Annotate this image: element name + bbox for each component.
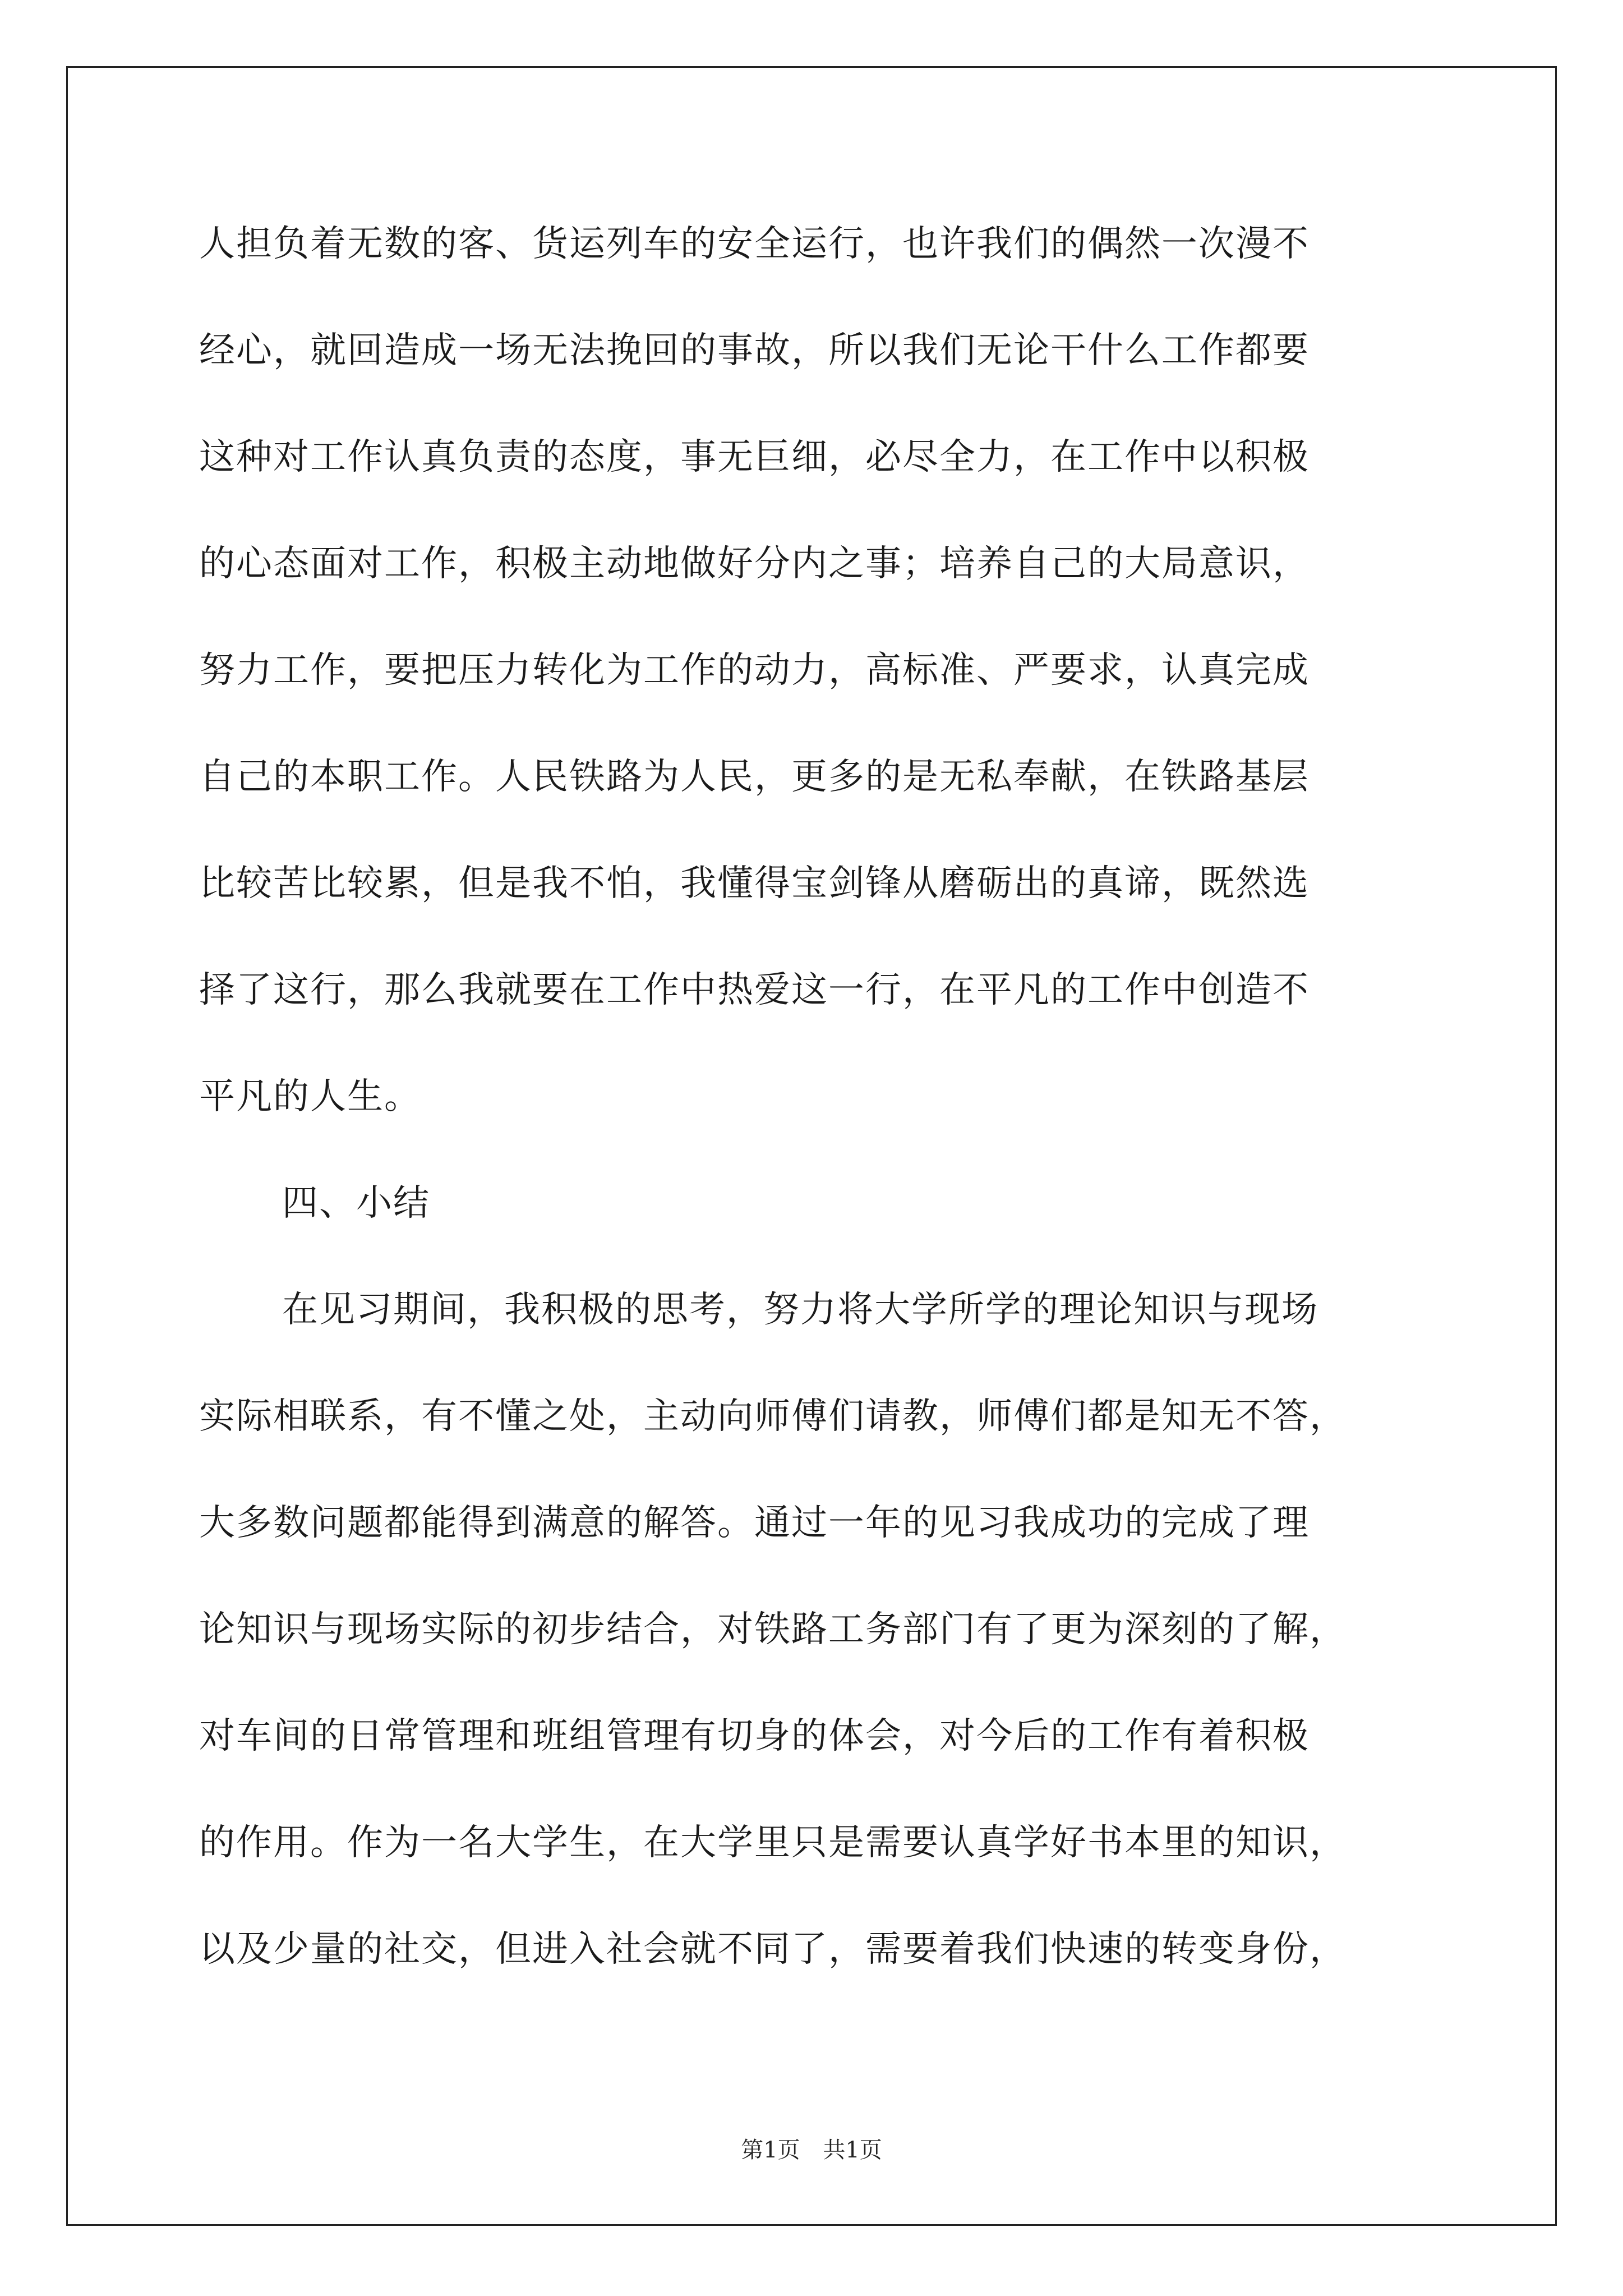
body-line: 的心态面对工作，积极主动地做好分内之事；培养自己的大局意识， xyxy=(199,543,1310,585)
body-line: 人担负着无数的客、货运列车的安全运行，也许我们的偶然一次漫不 xyxy=(199,223,1310,265)
body-line: 这种对工作认真负责的态度，事无巨细，必尽全力，在工作中以积极 xyxy=(199,436,1310,478)
body-line: 以及少量的社交，但进入社会就不同了，需要着我们快速的转变身份， xyxy=(199,1929,1347,1970)
body-line: 择了这行，那么我就要在工作中热爱这一行，在平凡的工作中创造不 xyxy=(199,969,1310,1011)
page-number: 第1页 xyxy=(741,2137,800,2163)
body-line: 论知识与现场实际的初步结合，对铁路工务部门有了更为深刻的了解， xyxy=(199,1609,1347,1650)
body-line: 实际相联系，有不懂之处，主动向师傅们请教，师傅们都是知无不答， xyxy=(199,1396,1347,1437)
body-line: 在见习期间，我积极的思考，努力将大学所学的理论知识与现场 xyxy=(282,1289,1318,1331)
page-frame xyxy=(66,66,1557,2226)
section-heading: 四、小结 xyxy=(282,1182,430,1224)
body-line: 努力工作，要把压力转化为工作的动力，高标准、严要求，认真完成 xyxy=(199,650,1310,691)
body-line: 经心，就回造成一场无法挽回的事故，所以我们无论干什么工作都要 xyxy=(199,330,1310,371)
body-line: 平凡的人生。 xyxy=(199,1076,421,1117)
page-total: 共1页 xyxy=(823,2137,882,2163)
page-footer xyxy=(0,2136,1623,2164)
body-line: 大多数问题都能得到满意的解答。通过一年的见习我成功的完成了理 xyxy=(199,1502,1310,1544)
body-line: 对车间的日常管理和班组管理有切身的体会，对今后的工作有着积极 xyxy=(199,1715,1310,1757)
body-line: 比较苦比较累，但是我不怕，我懂得宝剑锋从磨砺出的真谛，既然选 xyxy=(199,863,1310,904)
body-line: 自己的本职工作。人民铁路为人民，更多的是无私奉献，在铁路基层 xyxy=(199,756,1310,798)
body-line: 的作用。作为一名大学生，在大学里只是需要认真学好书本里的知识， xyxy=(199,1822,1347,1864)
